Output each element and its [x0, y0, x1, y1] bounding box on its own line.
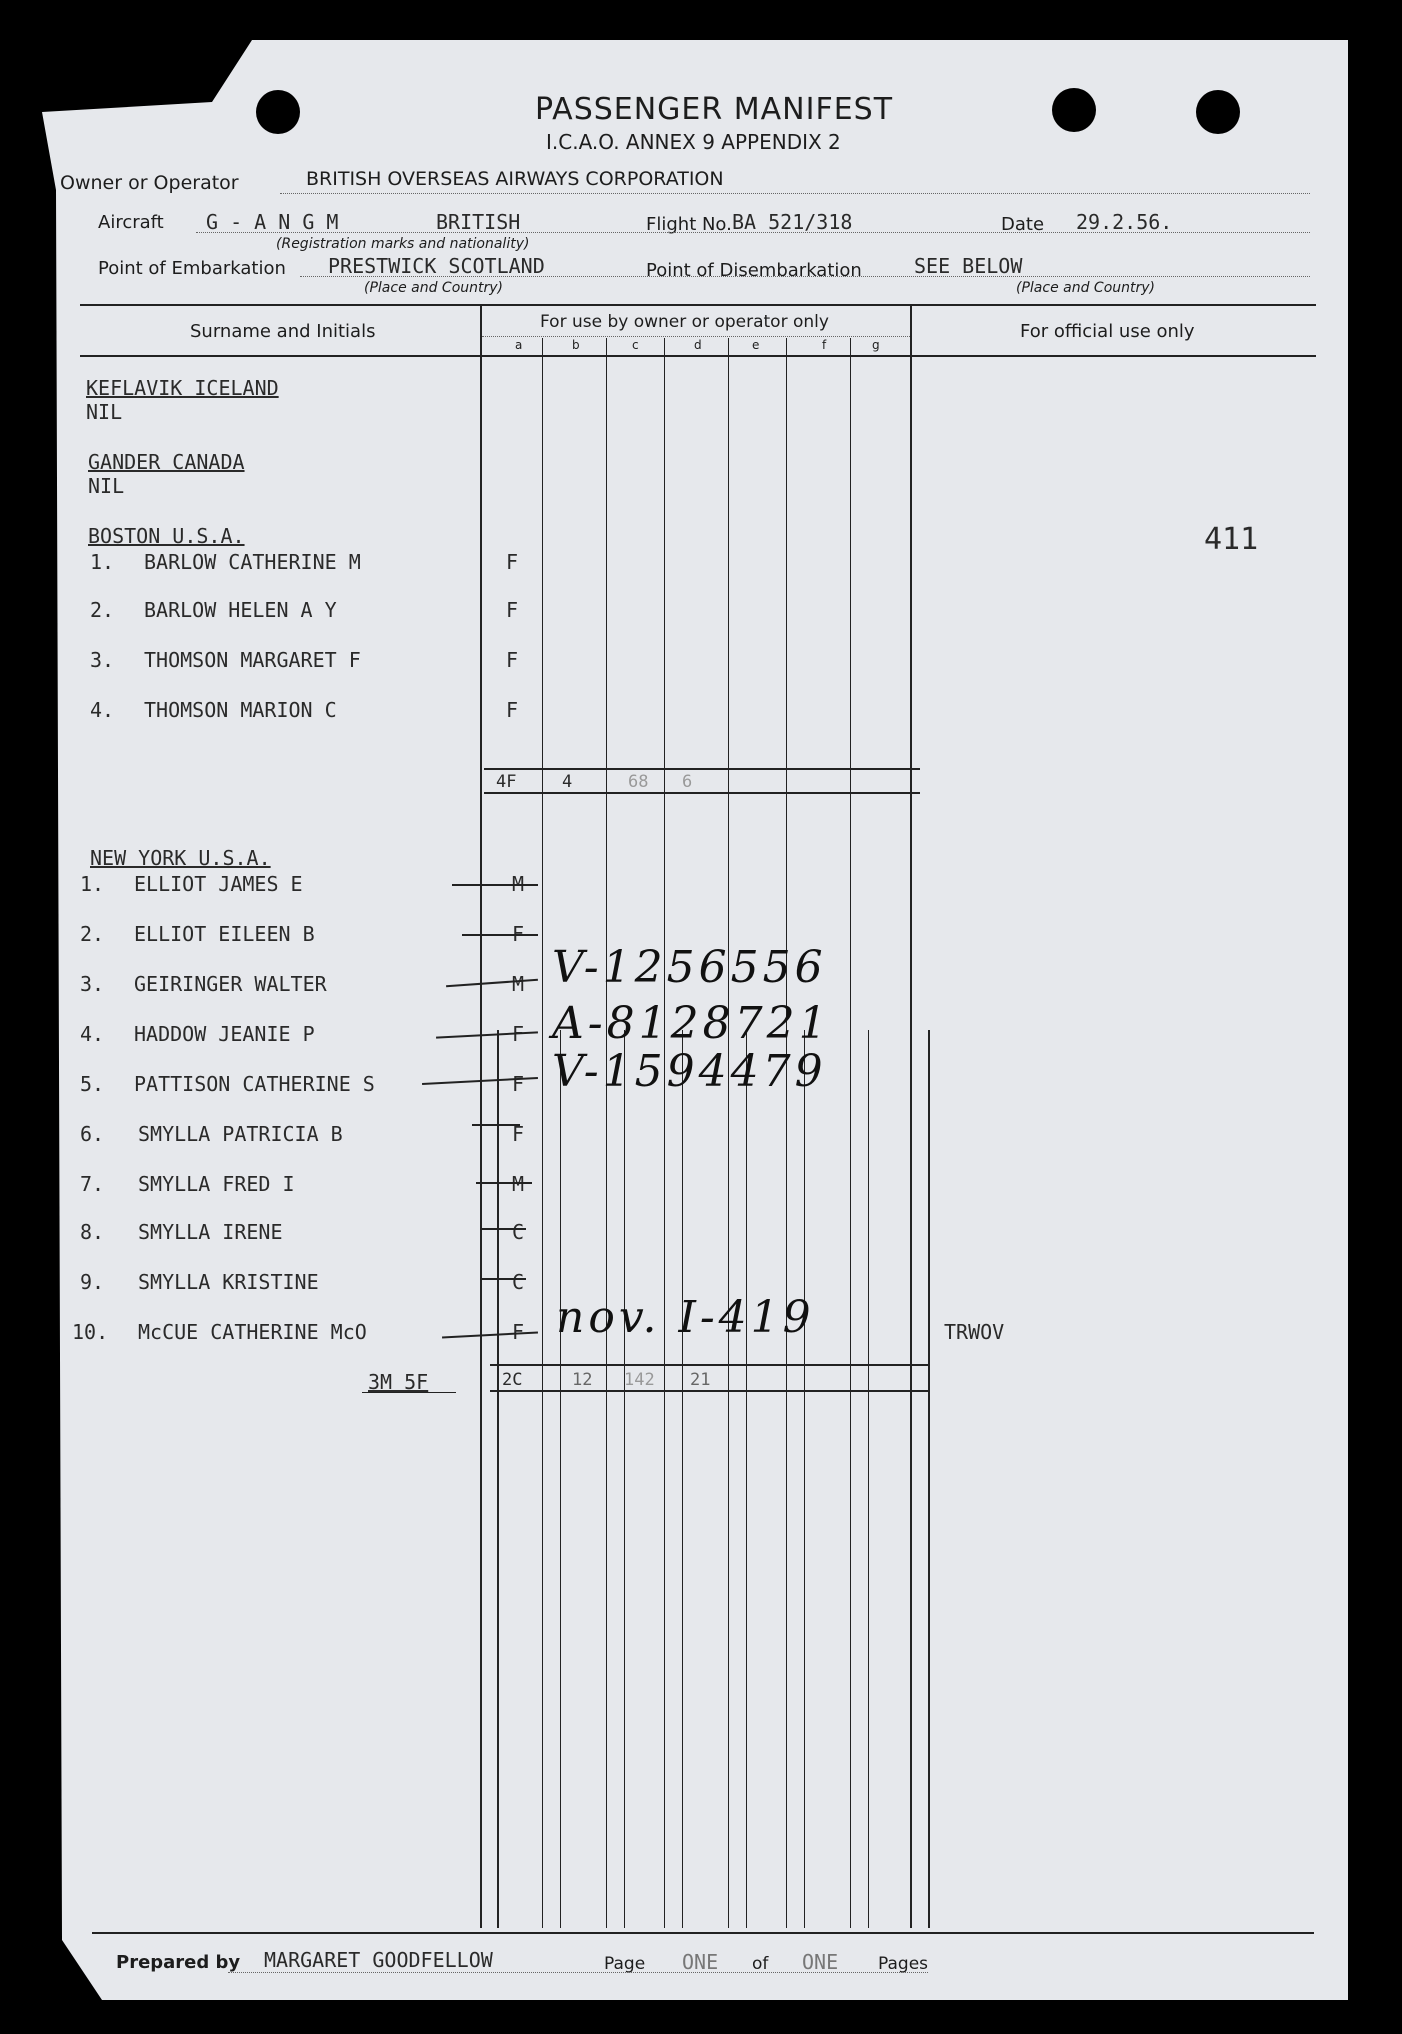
section-boston-title: BOSTON U.S.A. — [88, 524, 245, 548]
nationality-value: BRITISH — [436, 210, 521, 234]
passenger-name: SMYLLA KRISTINE — [138, 1270, 319, 1294]
punch-hole-icon — [256, 90, 300, 134]
section-newyork-title: NEW YORK U.S.A. — [90, 846, 271, 870]
newyork-total-c: 142 — [624, 1370, 655, 1390]
sub-col-a: a — [515, 338, 523, 352]
newyork-summary: 3M 5F — [368, 1370, 429, 1394]
sub-col-c: c — [632, 338, 639, 352]
newyork-total-d: 21 — [690, 1370, 711, 1390]
passenger-name: THOMSON MARION C — [144, 698, 337, 722]
punch-hole-icon — [1196, 90, 1240, 134]
passenger-name: SMYLLA FRED I — [138, 1172, 295, 1196]
embark-value: PRESTWICK SCOTLAND — [328, 254, 545, 278]
passenger-num: 4. — [90, 698, 115, 722]
punch-hole-icon — [1052, 88, 1096, 132]
passenger-num: 8. — [80, 1220, 105, 1244]
embark-place-note: (Place and Country) — [364, 280, 504, 296]
date-value: 29.2.56. — [1076, 210, 1173, 234]
col-owner-header: For use by owner or operator only — [540, 312, 829, 332]
passenger-code: F — [506, 698, 519, 722]
passenger-code: F — [512, 1022, 525, 1046]
passenger-num: 7. — [80, 1172, 105, 1196]
prepared-label: Prepared by — [116, 1952, 241, 1973]
section-keflavik-title: KEFLAVIK ICELAND — [86, 376, 279, 400]
passenger-extra: TRWOV — [944, 1320, 1005, 1344]
passenger-name: SMYLLA PATRICIA B — [138, 1122, 343, 1146]
handwritten-note: nov. I-419 — [556, 1292, 815, 1343]
passenger-code: M — [512, 972, 525, 996]
page-subtitle: I.C.A.O. ANNEX 9 APPENDIX 2 — [546, 130, 841, 154]
handwritten-note: A-8128721 — [552, 998, 831, 1049]
passenger-name: HADDOW JEANIE P — [134, 1022, 315, 1046]
disembark-place-note: (Place and Country) — [1016, 280, 1156, 296]
owner-value: BRITISH OVERSEAS AIRWAYS CORPORATION — [306, 168, 724, 190]
flight-label: Flight No. — [646, 214, 732, 235]
aircraft-label: Aircraft — [98, 212, 164, 233]
handwritten-note: V-1256556 — [552, 942, 827, 993]
page-value: ONE — [682, 1950, 719, 1974]
sub-col-d: d — [694, 338, 702, 352]
page-title: PASSENGER MANIFEST — [535, 92, 894, 127]
passenger-name: PATTISON CATHERINE S — [134, 1072, 375, 1096]
passenger-code: F — [506, 648, 519, 672]
passenger-code: F — [512, 1072, 525, 1096]
passenger-num: 4. — [80, 1022, 105, 1046]
passenger-name: ELLIOT EILEEN B — [134, 922, 315, 946]
passenger-name: McCUE CATHERINE McO — [138, 1320, 367, 1344]
passenger-code: M — [512, 1172, 525, 1196]
passenger-name: BARLOW HELEN A Y — [144, 598, 337, 622]
handwritten-note: V-1594479 — [552, 1046, 827, 1097]
passenger-code: C — [512, 1270, 525, 1294]
sub-col-g: g — [872, 338, 880, 352]
passenger-num: 10. — [72, 1320, 109, 1344]
passenger-num: 2. — [80, 922, 105, 946]
passenger-num: 1. — [90, 550, 115, 574]
passenger-num: 6. — [80, 1122, 105, 1146]
newyork-total-b: 12 — [572, 1370, 593, 1390]
section-keflavik-nil: NIL — [86, 400, 123, 424]
sub-col-e: e — [752, 338, 760, 352]
passenger-name: THOMSON MARGARET F — [144, 648, 361, 672]
aircraft-value: G - A N G M — [206, 210, 339, 234]
newyork-total-a: 2C — [502, 1370, 523, 1390]
page-label: Page — [604, 1954, 646, 1974]
disembark-value: SEE BELOW — [914, 254, 1023, 278]
boston-total-c: 68 — [628, 772, 649, 792]
boston-total-a: 4F — [496, 772, 517, 792]
embark-label: Point of Embarkation — [98, 258, 286, 279]
boston-total-d: 6 — [682, 772, 693, 792]
sub-col-f: f — [822, 338, 827, 352]
passenger-code: M — [512, 872, 525, 896]
passenger-num: 1. — [80, 872, 105, 896]
official-number: 411 — [1204, 522, 1259, 557]
disembark-label: Point of Disembarkation — [646, 260, 862, 281]
passenger-code: F — [512, 1320, 525, 1344]
registration-note: (Registration marks and nationality) — [276, 236, 530, 252]
of-value: ONE — [802, 1950, 839, 1974]
date-label: Date — [1001, 214, 1045, 235]
passenger-name: GEIRINGER WALTER — [134, 972, 327, 996]
pages-label: Pages — [878, 1954, 929, 1974]
passenger-code: F — [512, 922, 525, 946]
passenger-name: SMYLLA IRENE — [138, 1220, 283, 1244]
passenger-num: 2. — [90, 598, 115, 622]
of-label: of — [752, 1954, 769, 1974]
prepared-value: MARGARET GOODFELLOW — [264, 1948, 493, 1972]
sub-col-b: b — [572, 338, 580, 352]
col-official-header: For official use only — [1020, 321, 1195, 342]
passenger-name: BARLOW CATHERINE M — [144, 550, 361, 574]
col-surname-header: Surname and Initials — [190, 321, 376, 342]
owner-label: Owner or Operator — [60, 172, 239, 194]
boston-total-b: 4 — [562, 772, 573, 792]
passenger-num: 3. — [80, 972, 105, 996]
passenger-num: 9. — [80, 1270, 105, 1294]
passenger-code: F — [506, 550, 519, 574]
passenger-num: 3. — [90, 648, 115, 672]
passenger-code: F — [506, 598, 519, 622]
flight-value: BA 521/318 — [732, 210, 853, 234]
passenger-name: ELLIOT JAMES E — [134, 872, 303, 896]
passenger-code: F — [512, 1122, 525, 1146]
passenger-code: C — [512, 1220, 525, 1244]
section-gander-nil: NIL — [88, 474, 125, 498]
section-gander-title: GANDER CANADA — [88, 450, 245, 474]
passenger-num: 5. — [80, 1072, 105, 1096]
